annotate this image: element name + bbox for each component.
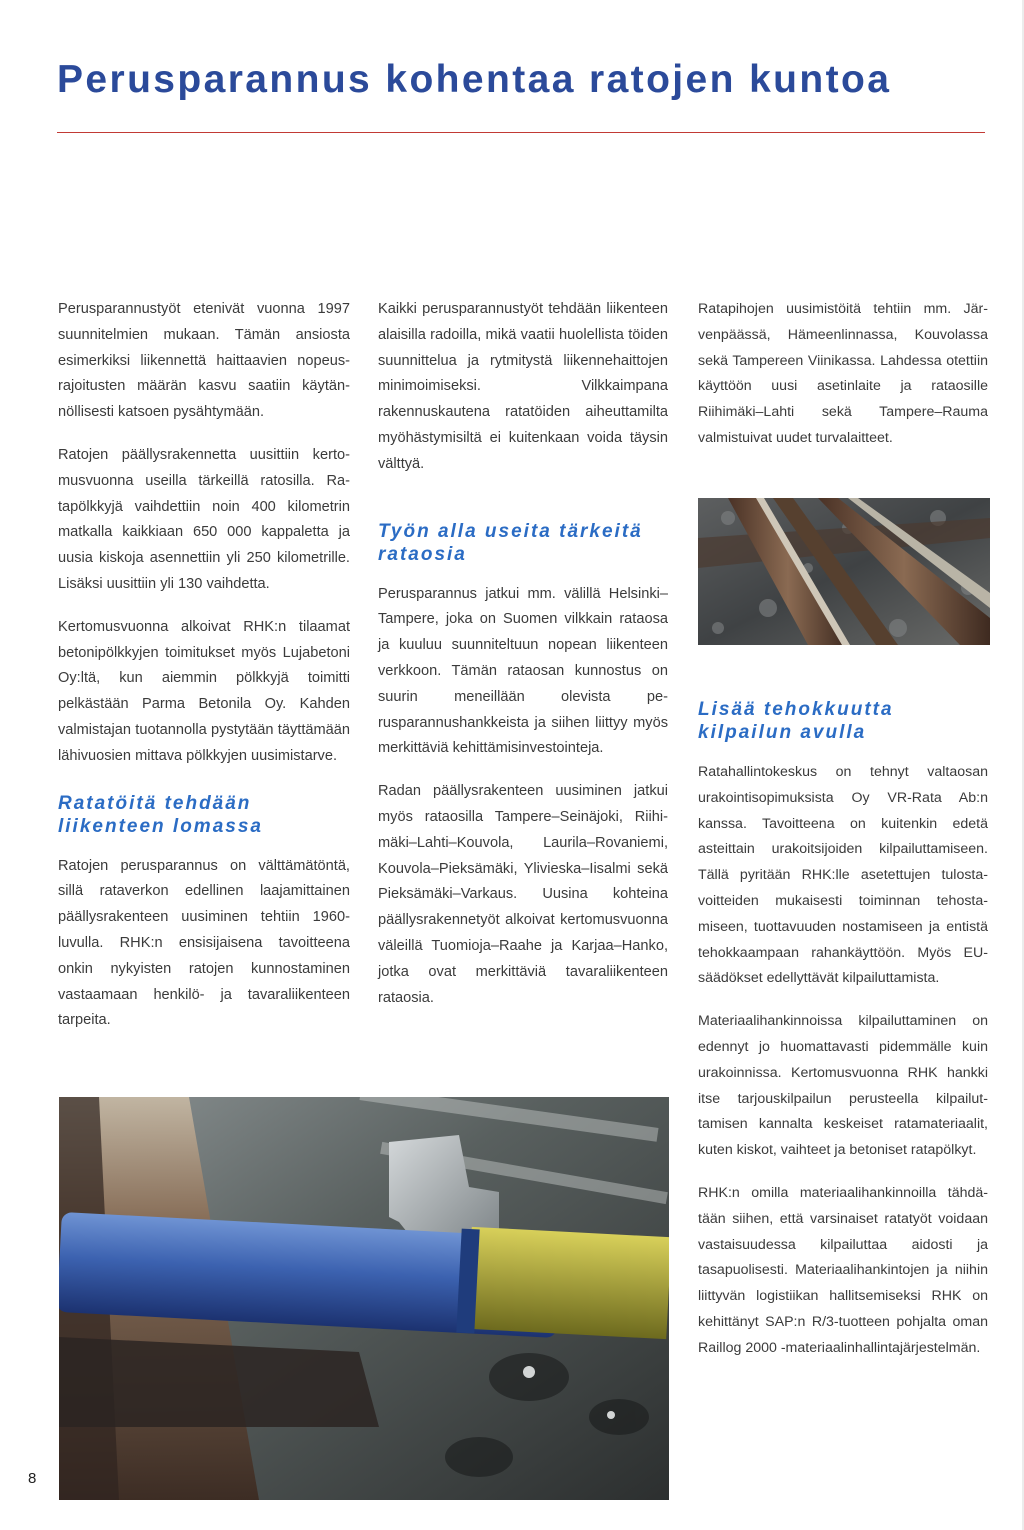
paragraph: Materiaalihankinnoissa kilpailuttaminen on edennyt jo huomattavasti pidemmälle kuin urakoinnissa. Kertomusvuonna RHK hankki itse tarjouskilpailun perusteella kilpailuttamisen kannalta keskeiset ratamateriaalit, kuten kiskot, vaihteet ja betoniset ratapölkyt. xyxy=(698,1013,988,1159)
section-heading: Lisää tehokkuutta kilpailun avulla xyxy=(698,699,894,743)
paragraph: RHK:n omilla materiaalihankinnoilla tähdätään siihen, että varsinaiset ratatyöt voidaan vastaisuudessa kilpailuttaa aidosti ja tasapuolisesti. Materiaalihankintojen ja niihin liittyvän logistiikan hallitsemiseksi RHK on kehittänyt SAP:n R/3-tuotteen pohjalta oman Raillog 2000 -materiaalinhallintajärjestelmän. xyxy=(698,1184,988,1356)
paragraph: Perusparannus jatkui mm. välillä Helsinki–Tampere, joka on Suomen vilkkain rataosa ja kuuluu suunniteltuun nopean liikenteen verkkoon. Tämän rataosan kunnostus on suurin meneillään olevista perusparannushankkeista ja siihen liittyy myös merkittäviä kehittämisinvestointeja. xyxy=(378,585,668,757)
paragraph: Radan päällysrakenteen uusiminen jatkui myös rataosilla Tampere–Seinäjoki, Riihimäki–Lahti–Kouvola, Laurila–Rovaniemi, Kouvola–Pieksämäki, Ylivieska–Iisalmi sekä Pieksämäki–Varkaus. Uusina kohteina päällysrakennetyöt alkoivat kertomusvuonna väleillä Tuomioja–Raahe ja Karjaa–Hanko, jotka ovat merkittäviä tavaraliikenteen rataosia. xyxy=(378,783,668,1006)
section-heading: Ratatöitä tehdään liikenteen lomassa xyxy=(58,792,263,837)
paragraph: Ratahallintokeskus on tehnyt valtaosan urakointisopimuksista Oy VR-Rata Ab:n kanssa. Tavoitteena on kuitenkin edetä asteittain urakoitsijoiden kilpailuttamiseen. Tällä pyritään RHK:lle asetettujen tulostavoitteiden mukaisesti toiminnan tehostamiseen, tuottavuuden nostamiseen ja entistä tehokkaampaan rahankäyttöön. Myös EU-säädökset edellyttävät kilpailuttamista. xyxy=(698,764,988,987)
paragraph: Perusparannustyöt etenivät vuonna 1997 suunnitelmien mukaan. Tämän ansiosta esimerkiksi liikennettä haittaavien nopeusrajoitusten määrän kasvu saatiin käytännöllisesti katsoen pysähtymään. xyxy=(58,301,350,421)
text-column-2 xyxy=(378,297,668,1028)
page-title: Perusparannus kohentaa ratojen kuntoa xyxy=(57,58,892,101)
page-number: 8 xyxy=(28,1470,37,1487)
paragraph: Kertomusvuonna alkoivat RHK:n tilaamat betonipölkkyjen toimitukset myös Lujabetoni Oy:ltä, kun aiemmin pölkkyjä toimitti pelkästään Parma Betonila Oy. Kahden valmistajan tuotannolla pystytään täyttämään lähivuosien mittava pölkkyjen uusimistarve. xyxy=(58,618,350,764)
text-column-3-top xyxy=(698,297,988,469)
title-divider xyxy=(57,132,985,133)
paragraph: Ratojen perusparannus on välttämätöntä, sillä rataverkon edellinen laajamittainen päällysrakenteen uusiminen tehtiin 1960-luvulla. RHK:n ensisijaisena tavoitteena onkin nykyisten ratojen kunnostaminen vastaamaan henkilö- ja tavaraliikenteen tarpeita. xyxy=(58,857,350,1029)
paragraph: Ratapihojen uusimistöitä tehtiin mm. Järvenpäässä, Hämeenlinnassa, Kouvolassa sekä Tampereen Viinikassa. Lahdessa otettiin käyttöön uusi asetinlaite ja rataosille Riihimäki–Lahti sekä Tampere–Rauma valmistuivat uudet turvalaitteet. xyxy=(698,301,988,446)
track-gauge-photo xyxy=(59,1097,669,1500)
paragraph: Ratojen päällysrakennetta uusittiin kertomusvuonna useilla tärkeillä ratosilla. Ratapölkkyjä vaihdettiin noin 400 kilometrin matkalla kaikkiaan 650 000 kappaletta ja uusia kiskoja asennettiin yli 250 kilometrille. Lisäksi uusittiin yli 130 vaihdetta. xyxy=(58,446,350,592)
text-column-1 xyxy=(58,297,350,1051)
text-column-3 xyxy=(698,676,988,1379)
section-heading: Työn alla useita tärkeitä rataosia xyxy=(378,520,643,565)
rail-switch-photo xyxy=(698,498,990,645)
paragraph: Kaikki perusparannustyöt tehdään liikenteen alaisilla radoilla, mikä vaatii huolellista töiden suunnittelua ja rytmitystä liikennehaittojen minimoimiseksi. Vilkkaimpana rakennuskautena ratatöiden aiheuttamilta myöhästymisiltä ei kuitenkaan voida täysin välttyä. xyxy=(378,301,668,472)
